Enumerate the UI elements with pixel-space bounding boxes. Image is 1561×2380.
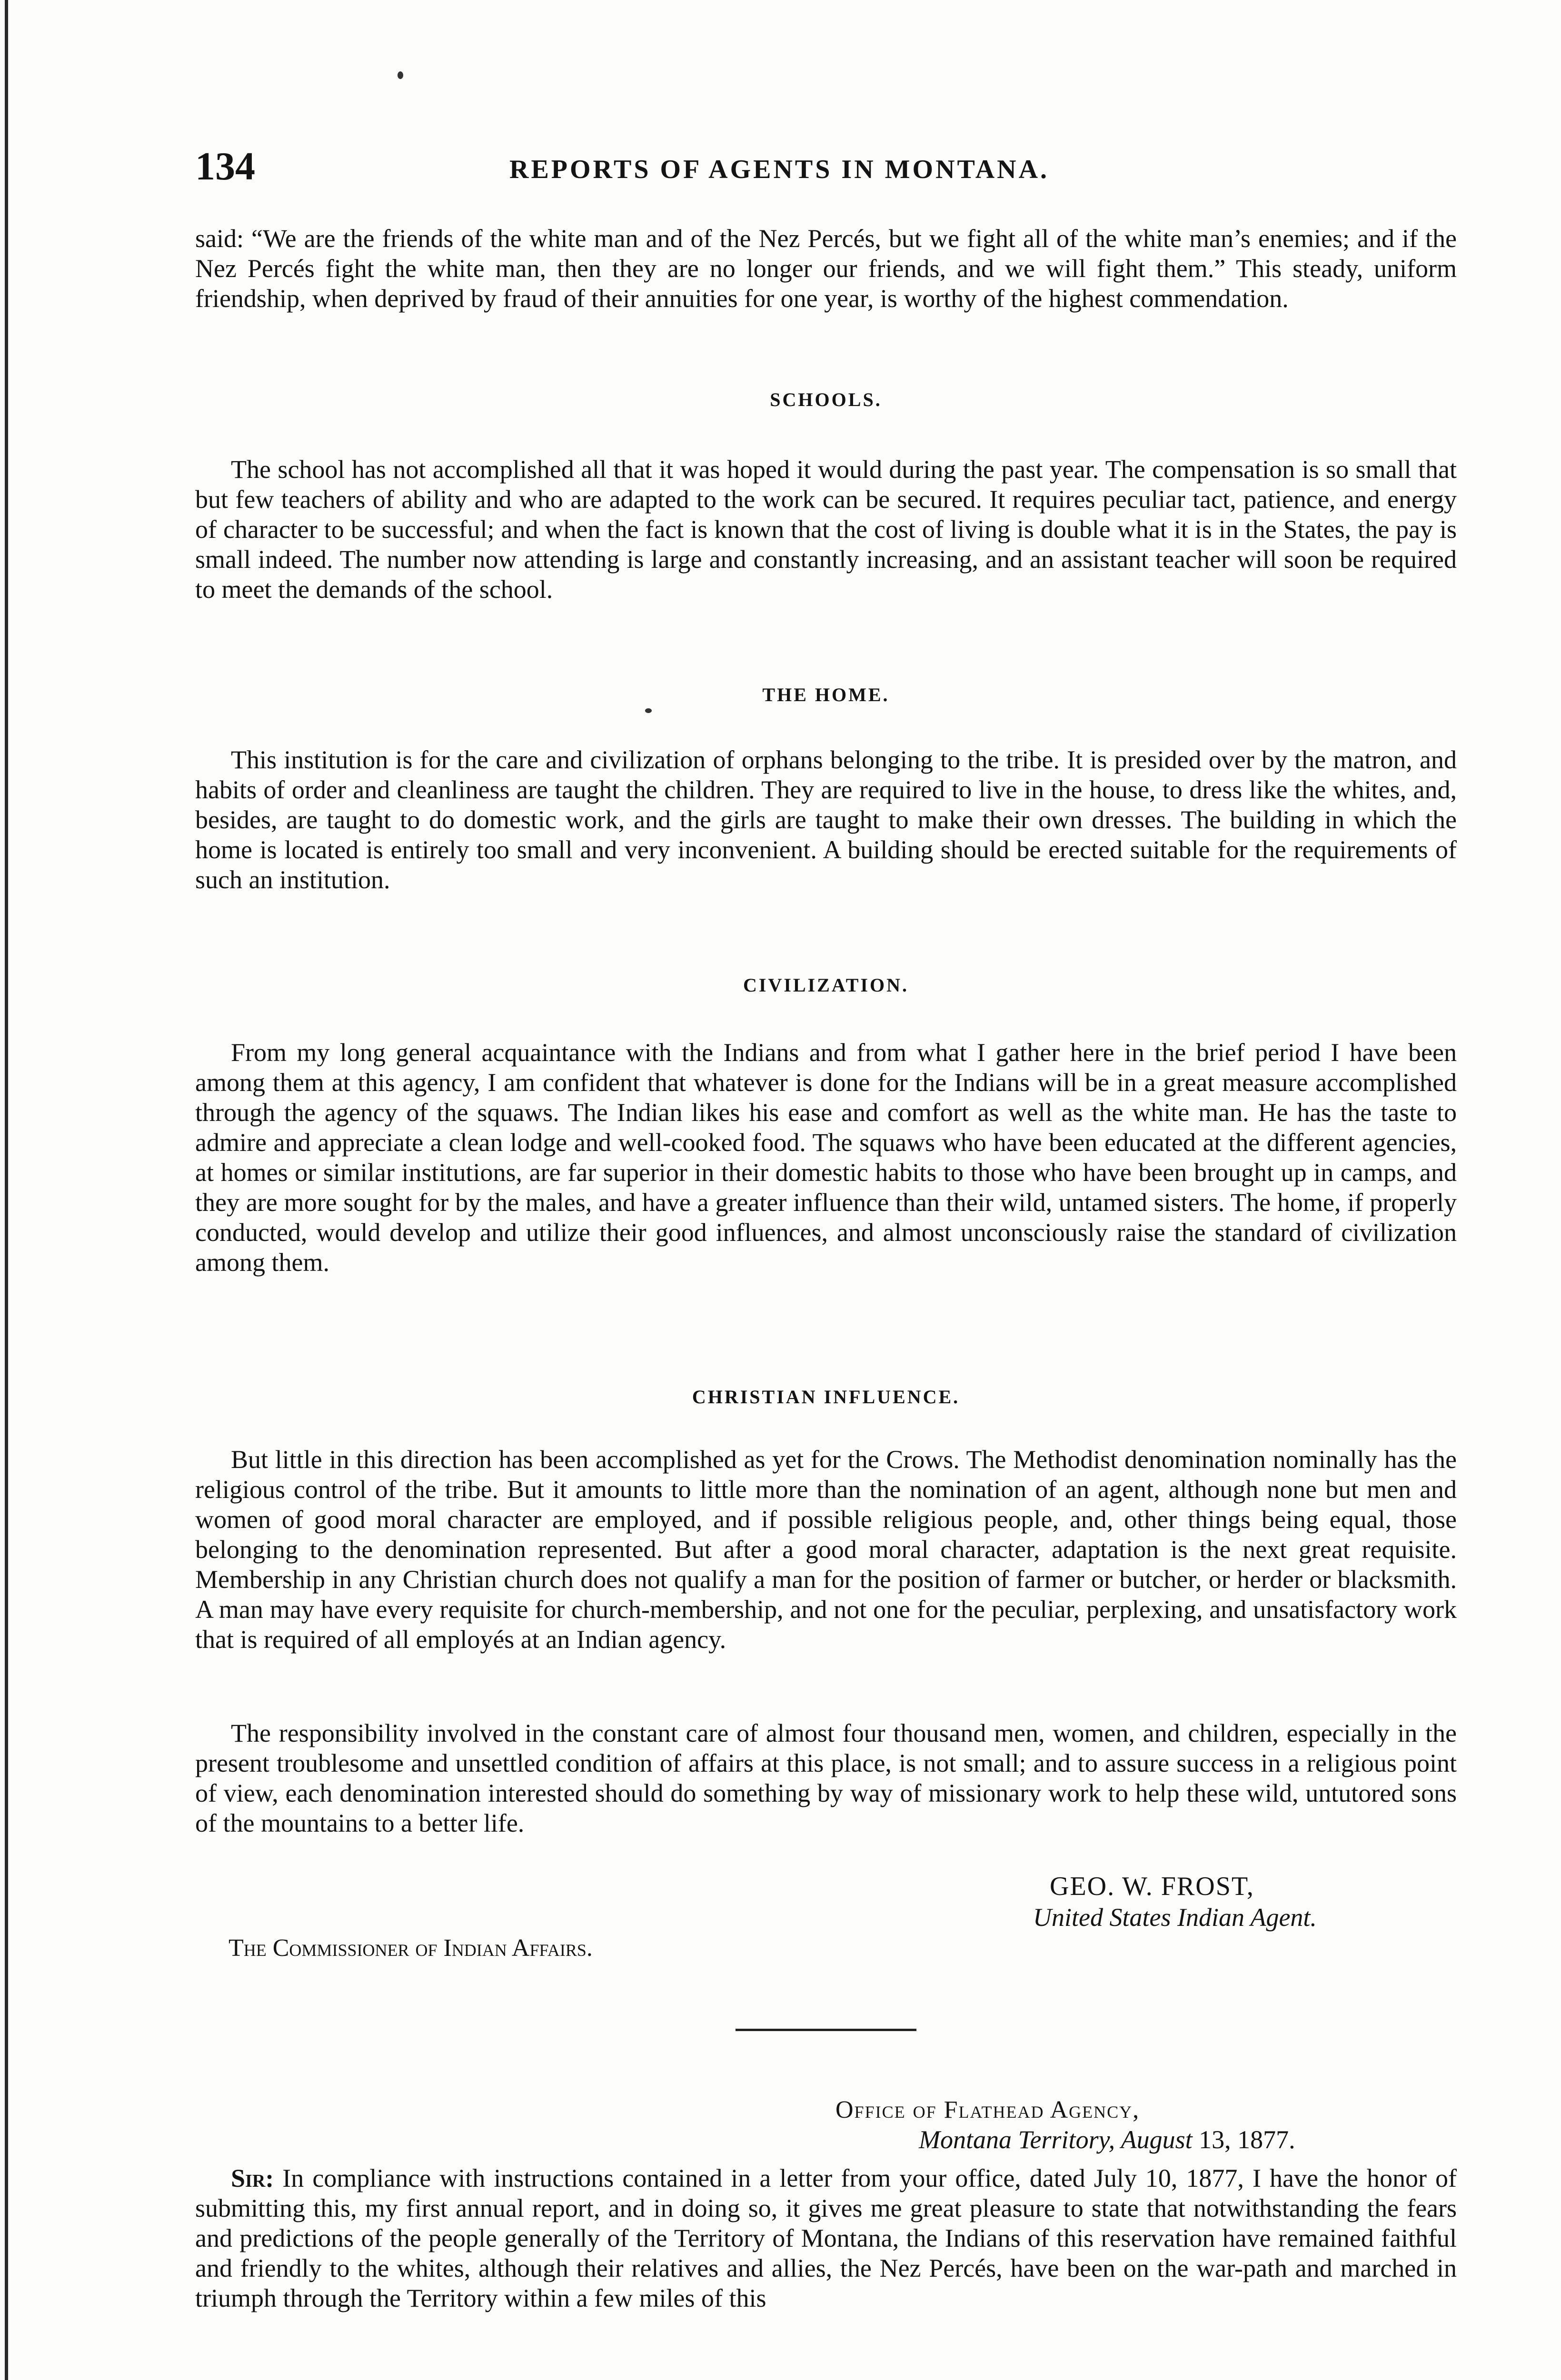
letter-office-line: Office of Flathead Agency, (835, 2096, 1140, 2123)
heading-schools: SCHOOLS. (770, 389, 882, 410)
paragraph-opening: said: “We are the friends of the white man and of the Nez Percés, but we fight all of the white man’s enemies; and if the Nez Percés fight the white man, then they are no longer our friends, and we will fight them.” This steady, uniform friendship, when deprived by fraud of their annuities for one year, is worthy of the highest commendation. (195, 224, 1457, 313)
scan-speck (645, 708, 652, 713)
section-divider (736, 2029, 916, 2031)
scan-edge-left (5, 0, 8, 2380)
paragraph-flathead-letter (195, 2163, 1457, 2313)
running-head: REPORTS OF AGENTS IN MONTANA. (509, 155, 1050, 184)
signature-name: GEO. W. FROST, (1050, 1872, 1254, 1901)
addressee: The Commissioner of Indian Affairs. (229, 1934, 593, 1962)
salutation: Sir: (231, 2164, 274, 2192)
flathead-body: In compliance with instructions contained in a letter from your office, dated July 10, 1877, I have the honor of submitting this, my first annual report, and in doing so, it gives me great pleasure to state that notwithstanding the fears and predictions of the people generally of the Territory of Montana, the Indians of this reservation have remained faithful and friendly to the whites, although their relatives and allies, the Nez Percés, have been on the war-path and marched in triumph through the Territory within a few miles of this (195, 2164, 1457, 2312)
paragraph-christian-2: The responsibility involved in the constant care of almost four thousand men, women, and children, especially in the present troublesome and unsettled condition of affairs at this place, is not small; and to assure success in a religious point of view, each denomination interested should do something by way of missionary work to help these wild, untutored sons of the mountains to a better life. (195, 1719, 1457, 1837)
heading-home: THE HOME. (762, 684, 890, 705)
paragraph-home: This institution is for the care and civilization of orphans belonging to the tribe. It is presided over by the matron, and habits of order and cleanliness are taught the children. They are required to live in the house, to dress like the whites, and, besides, are taught to do domestic work, and the girls are taught to make their own dresses. The building in which the home is located is entirely too small and very inconvenient. A building should be erected suitable for the requirements of such an institution. (195, 745, 1457, 894)
page-number: 134 (195, 144, 255, 188)
signature-title: United States Indian Agent. (1033, 1903, 1317, 1932)
letter-place: Montana Territory, August (919, 2125, 1193, 2154)
paragraph-christian-1: But little in this direction has been accomplished as yet for the Crows. The Methodist denomination nominally has the religious control of the tribe. But it amounts to little more than the nomination of an agent, although none but men and women of good moral character are employed, and if possible religious people, and, other things being equal, those belonging to the denomination represented. But after a good moral character, adaptation is the next great requisite. Membership in any Christian church does not qualify a man for the position of farmer or butcher, or herder or blacksmith. A man may have every requisite for church-membership, and not one for the peculiar, perplexing, and unsatisfactory work that is required of all employés at an Indian agency. (195, 1445, 1457, 1654)
scan-speck (398, 71, 403, 79)
letter-place-date (919, 2124, 1295, 2155)
letter-date: 13, 1877. (1199, 2125, 1295, 2154)
paragraph-schools: The school has not accomplished all that it was hoped it would during the past year. The compensation is so small that but few teachers of ability and who are adapted to the work can be secured. It requires peculiar tact, patience, and energy of character to be successful; and when the fact is known that the cost of living is double what it is in the States, the pay is small indeed. The number now attending is large and constantly increasing, and an assistant teacher will soon be required to meet the demands of the school. (195, 455, 1457, 604)
heading-christian-influence: CHRISTIAN INFLUENCE. (692, 1386, 960, 1408)
page-header (195, 143, 1433, 195)
paragraph-civilization: From my long general acquaintance with the Indians and from what I gather here in the brief period I have been among them at this agency, I am confident that whatever is done for the Indians will be in a great measure accomplished through the agency of the squaws. The Indian likes his ease and comfort as well as the white man. He has the taste to admire and appreciate a clean lodge and well-cooked food. The squaws who have been educated at the different agencies, at homes or similar institutions, are far superior in their domestic habits to those who have been brought up in camps, and they are more sought for by the males, and have a greater influence than their wild, untamed sisters. The home, if properly conducted, would develop and utilize their good influences, and almost unconsciously raise the standard of civilization among them. (195, 1038, 1457, 1277)
heading-civilization: CIVILIZATION. (743, 974, 909, 996)
